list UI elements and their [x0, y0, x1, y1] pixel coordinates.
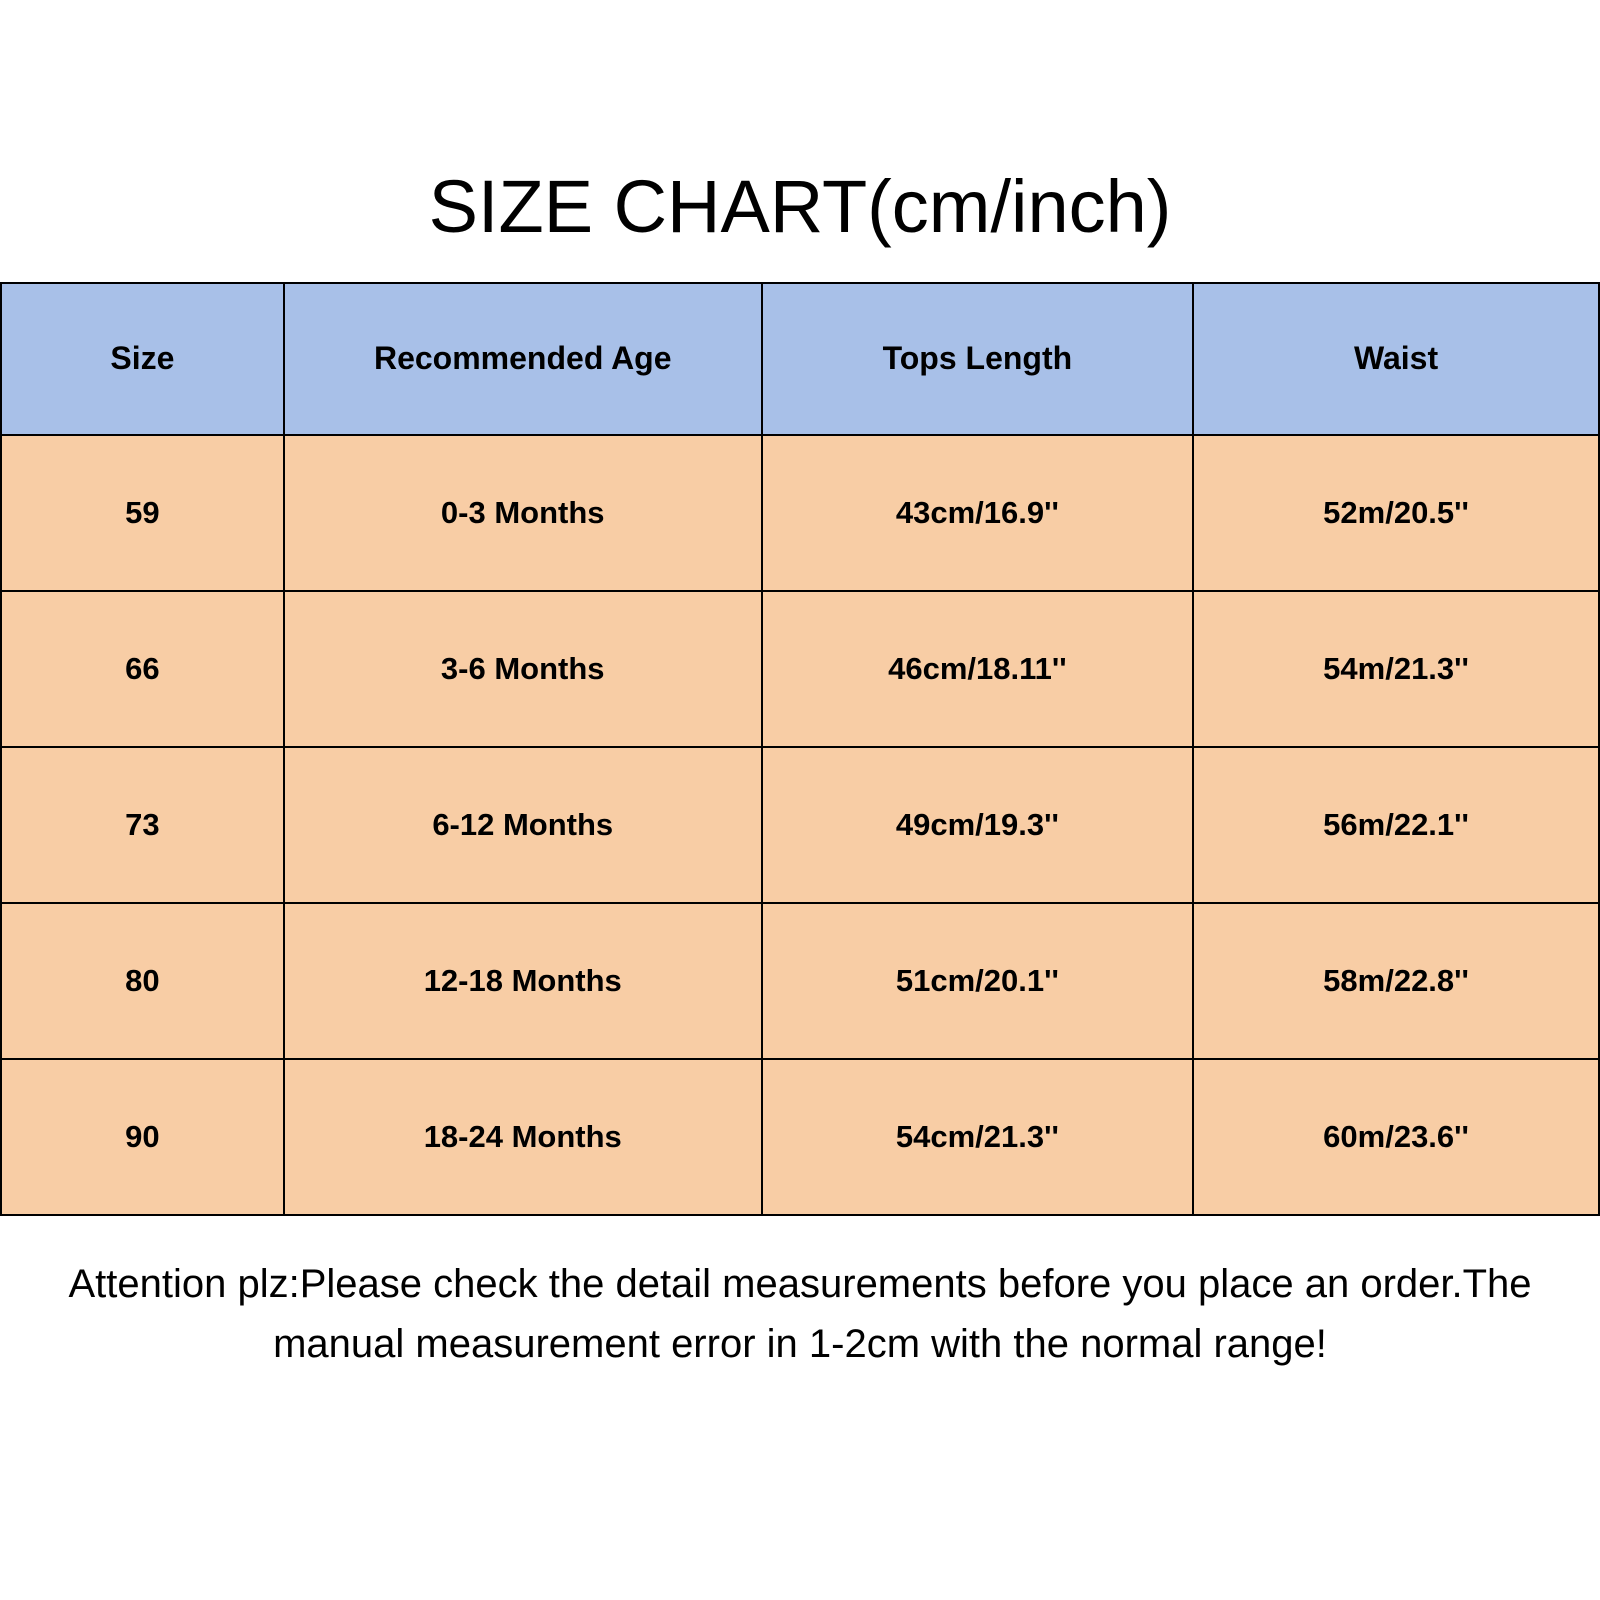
attention-note-line-2: manual measurement error in 1-2cm with the normal range!: [273, 1321, 1327, 1366]
cell-waist: 54m/21.3'': [1193, 591, 1599, 747]
table-header: [1, 283, 1599, 435]
table-row: [1, 591, 1599, 747]
attention-note: [0, 1254, 1600, 1374]
cell-waist: 58m/22.8'': [1193, 903, 1599, 1059]
size-chart-table: [0, 282, 1600, 1216]
column-header-tops-length: Tops Length: [762, 283, 1193, 435]
cell-tops-length: 43cm/16.9'': [762, 435, 1193, 591]
cell-size: 90: [1, 1059, 284, 1215]
column-header-size: Size: [1, 283, 284, 435]
size-chart-table-wrapper: [0, 282, 1600, 1216]
attention-note-line-1: Attention plz:Please check the detail measurements before you place an order.The: [68, 1261, 1532, 1306]
column-header-recommended-age: Recommended Age: [284, 283, 762, 435]
cell-recommended-age: 6-12 Months: [284, 747, 762, 903]
column-header-waist: Waist: [1193, 283, 1599, 435]
table-row: [1, 903, 1599, 1059]
cell-size: 66: [1, 591, 284, 747]
page-title: SIZE CHART(cm/inch): [428, 165, 1172, 248]
cell-tops-length: 54cm/21.3'': [762, 1059, 1193, 1215]
cell-tops-length: 46cm/18.11'': [762, 591, 1193, 747]
cell-recommended-age: 18-24 Months: [284, 1059, 762, 1215]
cell-tops-length: 49cm/19.3'': [762, 747, 1193, 903]
cell-waist: 56m/22.1'': [1193, 747, 1599, 903]
cell-waist: 52m/20.5'': [1193, 435, 1599, 591]
table-body: [1, 435, 1599, 1215]
cell-size: 73: [1, 747, 284, 903]
cell-size: 80: [1, 903, 284, 1059]
cell-waist: 60m/23.6'': [1193, 1059, 1599, 1215]
cell-size: 59: [1, 435, 284, 591]
cell-recommended-age: 0-3 Months: [284, 435, 762, 591]
cell-tops-length: 51cm/20.1'': [762, 903, 1193, 1059]
table-row: [1, 1059, 1599, 1215]
table-header-row: [1, 283, 1599, 435]
table-row: [1, 435, 1599, 591]
cell-recommended-age: 12-18 Months: [284, 903, 762, 1059]
cell-recommended-age: 3-6 Months: [284, 591, 762, 747]
table-row: [1, 747, 1599, 903]
